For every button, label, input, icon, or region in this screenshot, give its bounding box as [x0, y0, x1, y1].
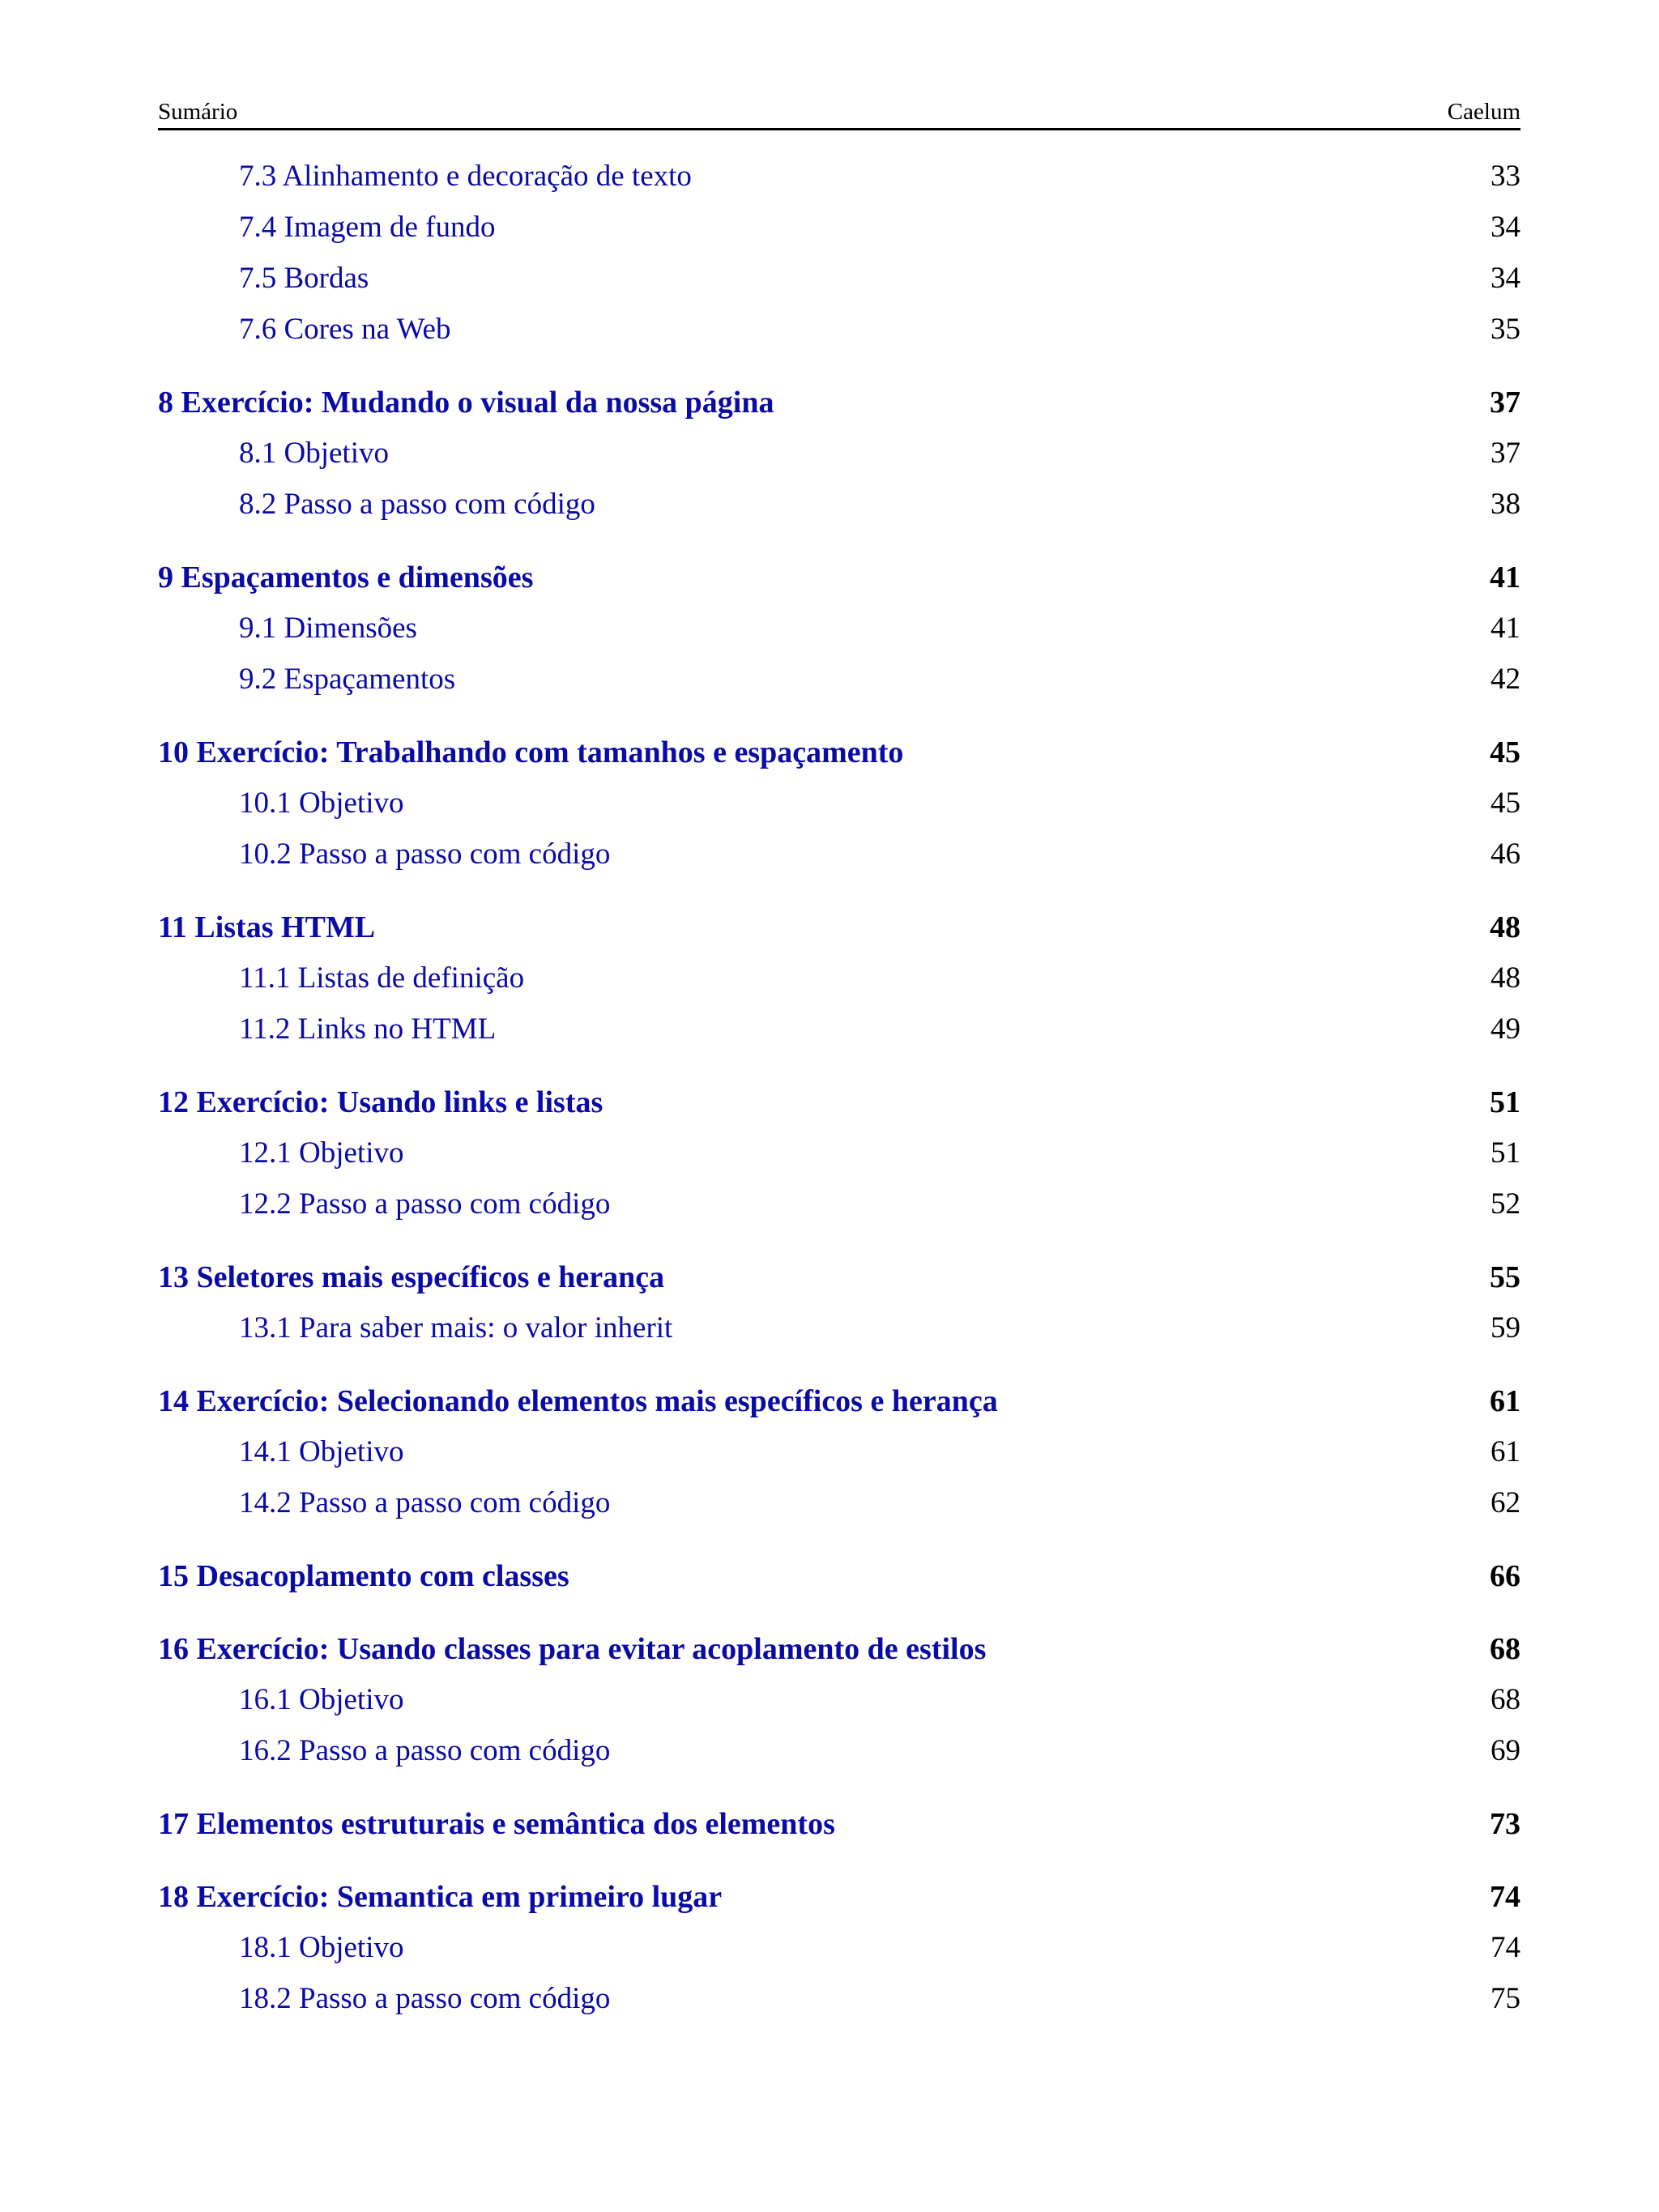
toc-page-number: 52	[1491, 1187, 1520, 1221]
toc-section-entry	[158, 307, 1520, 358]
toc-page-number: 33	[1491, 160, 1520, 193]
toc-chapter-entry	[158, 905, 1520, 956]
toc-section-entry	[158, 1481, 1520, 1532]
toc-section-entry	[158, 1430, 1520, 1481]
toc-section-entry	[158, 1925, 1520, 1976]
table-of-contents	[158, 154, 1520, 2027]
toc-page-number: 73	[1490, 1807, 1520, 1841]
toc-section-entry	[158, 832, 1520, 883]
toc-section-link[interactable]: 14.2 Passo a passo com código	[239, 1486, 611, 1519]
toc-section-entry	[158, 431, 1520, 482]
toc-page-number: 38	[1491, 488, 1520, 521]
toc-section-entry	[158, 1007, 1520, 1058]
toc-page-number: 75	[1491, 1982, 1520, 2015]
toc-section-link[interactable]: 8.2 Passo a passo com código	[239, 488, 595, 521]
header-publisher-label: Caelum	[1447, 99, 1520, 125]
toc-page-number: 74	[1490, 1880, 1520, 1914]
toc-section-link[interactable]: 18.2 Passo a passo com código	[239, 1982, 611, 2015]
toc-page-number: 34	[1491, 262, 1520, 295]
toc-section-link[interactable]: 7.3 Alinhamento e decoração de texto	[239, 160, 692, 193]
toc-chapter-link[interactable]: 18 Exercício: Semantica em primeiro lugar	[158, 1880, 723, 1914]
toc-page-number: 61	[1490, 1384, 1520, 1418]
toc-chapter-entry	[158, 1801, 1520, 1852]
toc-section-link[interactable]: 9.1 Dimensões	[239, 612, 417, 645]
toc-page-number: 34	[1491, 211, 1520, 244]
toc-section-entry	[158, 1728, 1520, 1779]
toc-section-link[interactable]: 14.1 Objetivo	[239, 1435, 404, 1468]
toc-section-link[interactable]: 11.1 Listas de definição	[239, 961, 525, 995]
toc-page-number: 66	[1490, 1559, 1520, 1593]
toc-section-link[interactable]: 18.1 Objetivo	[239, 1931, 404, 1964]
toc-section-link[interactable]: 10.1 Objetivo	[239, 786, 404, 820]
toc-page-number: 68	[1491, 1683, 1520, 1716]
toc-page-number: 55	[1490, 1260, 1520, 1294]
toc-section-entry	[158, 956, 1520, 1007]
toc-chapter-link[interactable]: 13 Seletores mais específicos e herança	[158, 1260, 665, 1294]
toc-chapter-entry	[158, 1554, 1520, 1605]
toc-section-link[interactable]: 12.2 Passo a passo com código	[239, 1187, 611, 1221]
running-header	[158, 96, 1520, 130]
toc-page-number: 37	[1490, 386, 1520, 420]
toc-page-number: 45	[1490, 735, 1520, 769]
toc-chapter-link[interactable]: 10 Exercício: Trabalhando com tamanhos e espaçamento	[158, 735, 904, 769]
toc-page-number: 74	[1491, 1931, 1520, 1964]
toc-chapter-entry	[158, 555, 1520, 606]
toc-section-link[interactable]: 9.2 Espaçamentos	[239, 663, 456, 696]
toc-section-link[interactable]: 16.1 Objetivo	[239, 1683, 404, 1716]
toc-chapter-link[interactable]: 8 Exercício: Mudando o visual da nossa página	[158, 386, 774, 420]
toc-section-entry	[158, 205, 1520, 256]
toc-section-entry	[158, 1182, 1520, 1233]
toc-page-number: 42	[1491, 663, 1520, 696]
toc-section-entry	[158, 1677, 1520, 1728]
toc-chapter-link[interactable]: 14 Exercício: Selecionando elementos mais específicos e herança	[158, 1384, 998, 1418]
toc-page-number: 45	[1491, 786, 1520, 820]
toc-chapter-link[interactable]: 9 Espaçamentos e dimensões	[158, 560, 534, 595]
toc-page-number: 48	[1490, 910, 1520, 944]
toc-chapter-entry	[158, 1874, 1520, 1925]
toc-page-number: 46	[1491, 837, 1520, 871]
toc-section-link[interactable]: 10.2 Passo a passo com código	[239, 837, 611, 871]
toc-chapter-entry	[158, 1255, 1520, 1306]
toc-section-link[interactable]: 7.6 Cores na Web	[239, 313, 451, 346]
toc-chapter-entry	[158, 380, 1520, 431]
toc-page-number: 49	[1491, 1012, 1520, 1046]
toc-section-entry	[158, 256, 1520, 307]
toc-section-link[interactable]: 12.1 Objetivo	[239, 1136, 404, 1170]
toc-section-entry	[158, 482, 1520, 533]
toc-chapter-link[interactable]: 16 Exercício: Usando classes para evitar acoplamento de estilos	[158, 1632, 987, 1666]
toc-section-entry	[158, 1976, 1520, 2027]
toc-page-number: 41	[1490, 560, 1520, 595]
toc-chapter-link[interactable]: 15 Desacoplamento com classes	[158, 1559, 569, 1593]
toc-page-number: 48	[1491, 961, 1520, 995]
toc-page-number: 69	[1491, 1734, 1520, 1767]
toc-chapter-entry	[158, 1626, 1520, 1677]
toc-page-number: 61	[1491, 1435, 1520, 1468]
toc-chapter-link[interactable]: 12 Exercício: Usando links e listas	[158, 1085, 603, 1119]
toc-section-entry	[158, 606, 1520, 657]
toc-chapter-link[interactable]: 11 Listas HTML	[158, 910, 376, 944]
toc-chapter-link[interactable]: 17 Elementos estruturais e semântica dos elementos	[158, 1807, 835, 1841]
toc-page-number: 35	[1491, 313, 1520, 346]
toc-section-entry	[158, 1131, 1520, 1182]
toc-section-entry	[158, 657, 1520, 708]
toc-page-number: 51	[1490, 1085, 1520, 1119]
toc-page-number: 51	[1491, 1136, 1520, 1170]
toc-section-entry	[158, 154, 1520, 205]
toc-section-link[interactable]: 13.1 Para saber mais: o valor inherit	[239, 1311, 673, 1345]
header-section-label: Sumário	[158, 99, 238, 125]
toc-section-link[interactable]: 11.2 Links no HTML	[239, 1012, 497, 1046]
toc-chapter-entry	[158, 730, 1520, 781]
toc-chapter-entry	[158, 1080, 1520, 1131]
toc-page-number: 37	[1491, 437, 1520, 470]
toc-page-number: 62	[1491, 1486, 1520, 1519]
toc-chapter-entry	[158, 1379, 1520, 1430]
toc-page-number: 68	[1490, 1632, 1520, 1666]
toc-section-link[interactable]: 7.4 Imagem de fundo	[239, 211, 496, 244]
toc-section-link[interactable]: 16.2 Passo a passo com código	[239, 1734, 611, 1767]
toc-section-entry	[158, 1306, 1520, 1357]
toc-page-number: 59	[1491, 1311, 1520, 1345]
toc-section-entry	[158, 781, 1520, 832]
toc-section-link[interactable]: 8.1 Objetivo	[239, 437, 389, 470]
toc-page-number: 41	[1491, 612, 1520, 645]
toc-section-link[interactable]: 7.5 Bordas	[239, 262, 369, 295]
